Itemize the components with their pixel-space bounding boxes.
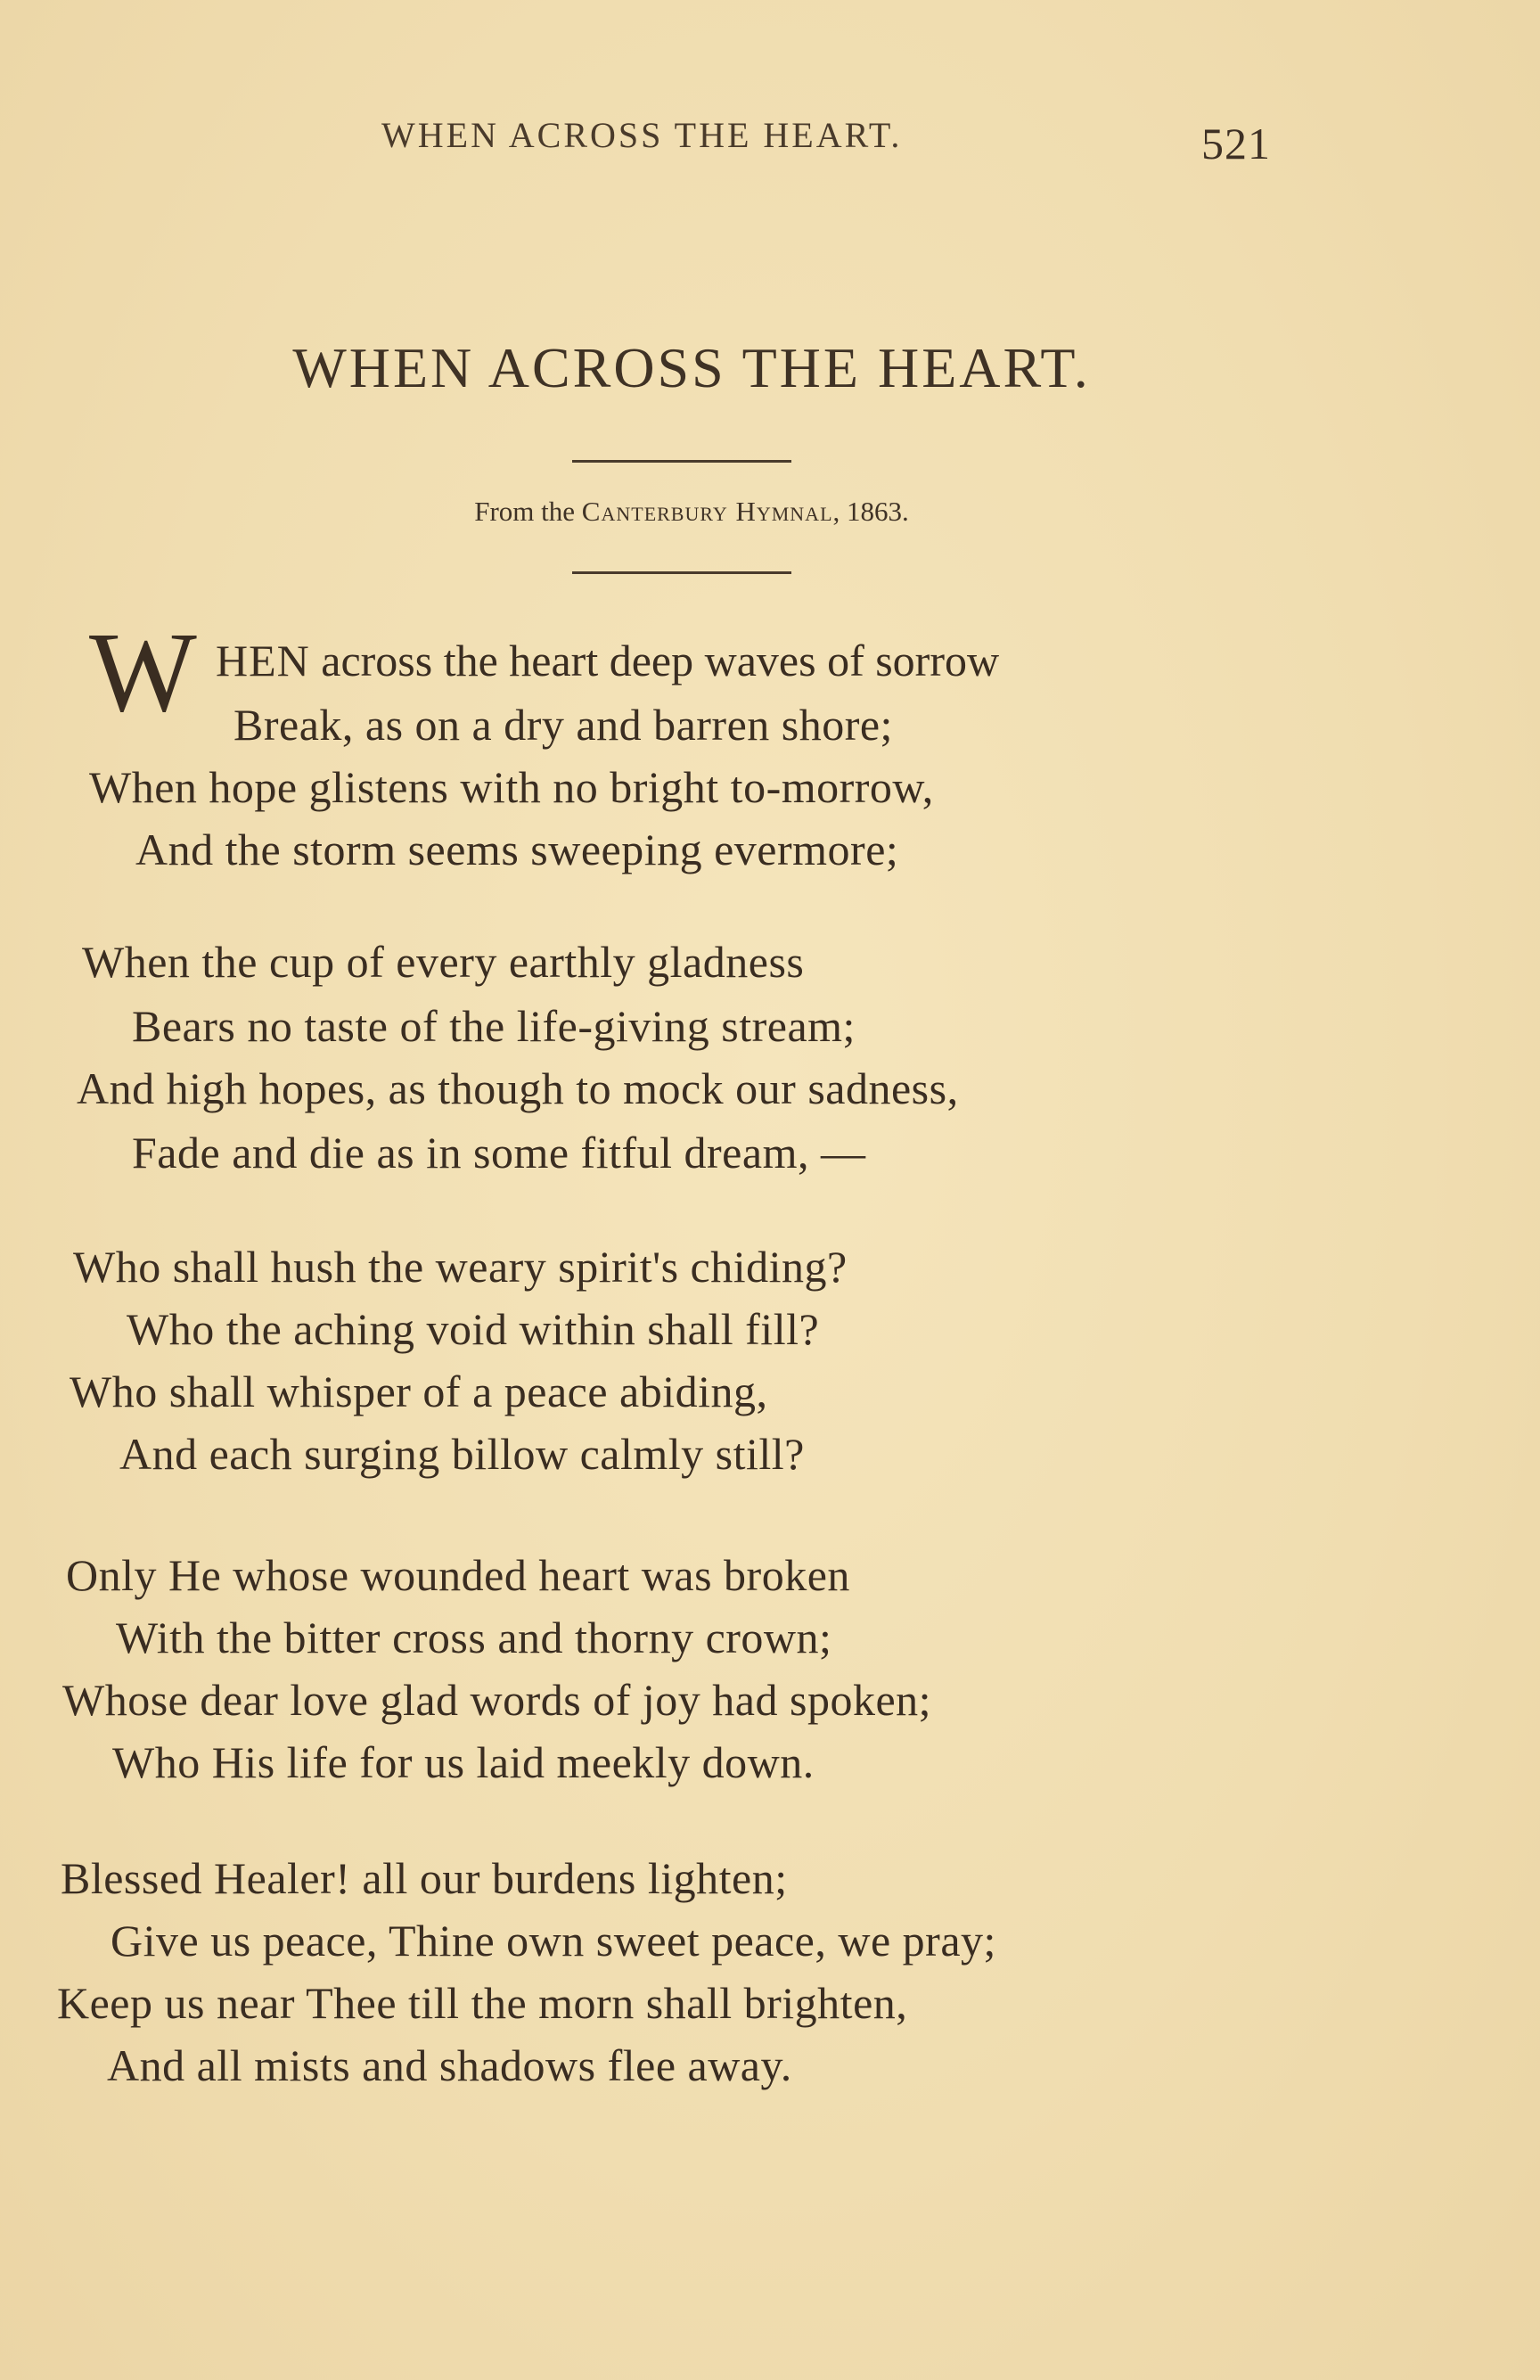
poem-line: And each surging billow calmly still?: [119, 1429, 805, 1479]
source-hymnal: Canterbury Hymnal: [581, 496, 833, 527]
poem-line: Who shall hush the weary spirit's chiding?: [73, 1242, 848, 1292]
poem-line: Fade and die as in some fitful dream, —: [132, 1128, 866, 1178]
first-word-caps: HEN: [216, 636, 310, 685]
poem-line: Keep us near Thee till the morn shall brighten,: [57, 1978, 908, 2028]
poem-line: Only He whose wounded heart was broken: [66, 1550, 850, 1600]
poem-line: Bears no taste of the life-giving stream;: [132, 1001, 856, 1051]
poem-line: Whose dear love glad words of joy had spoken;: [62, 1675, 932, 1725]
bottom-rule: [572, 571, 791, 574]
poem-line: Give us peace, Thine own sweet peace, we pray;: [111, 1916, 996, 1966]
poem-line: When hope glistens with no bright to-morrow,: [89, 762, 934, 812]
poem-line: Break, as on a dry and barren shore;: [233, 700, 893, 750]
poem-line: Who shall whisper of a peace abiding,: [70, 1366, 768, 1416]
source-year: , 1863.: [832, 496, 909, 527]
poem-line: Who His life for us laid meekly down.: [112, 1737, 815, 1787]
drop-cap: W: [89, 609, 197, 735]
poem-line: And high hopes, as though to mock our sadness,: [77, 1063, 959, 1113]
first-line-text: across the heart deep waves of sorrow: [309, 636, 1000, 685]
running-head: WHEN ACROSS THE HEART.: [381, 115, 903, 155]
source-attribution: [0, 496, 1383, 528]
top-rule: [572, 460, 791, 463]
source-prefix: From the: [474, 496, 582, 527]
poem-line: And all mists and shadows flee away.: [107, 2040, 792, 2090]
poem-line: Who the aching void within shall fill?: [127, 1304, 820, 1354]
poem-line-1: [216, 635, 999, 686]
poem-line: With the bitter cross and thorny crown;: [116, 1613, 832, 1662]
poem-line: Blessed Healer! all our burdens lighten;: [61, 1853, 788, 1903]
poem-line: And the storm seems sweeping evermore;: [135, 825, 899, 874]
page-number: 521: [1201, 119, 1271, 168]
poem-line: When the cup of every earthly gladness: [82, 937, 805, 987]
poem-title: WHEN ACROSS THE HEART.: [292, 336, 1091, 399]
